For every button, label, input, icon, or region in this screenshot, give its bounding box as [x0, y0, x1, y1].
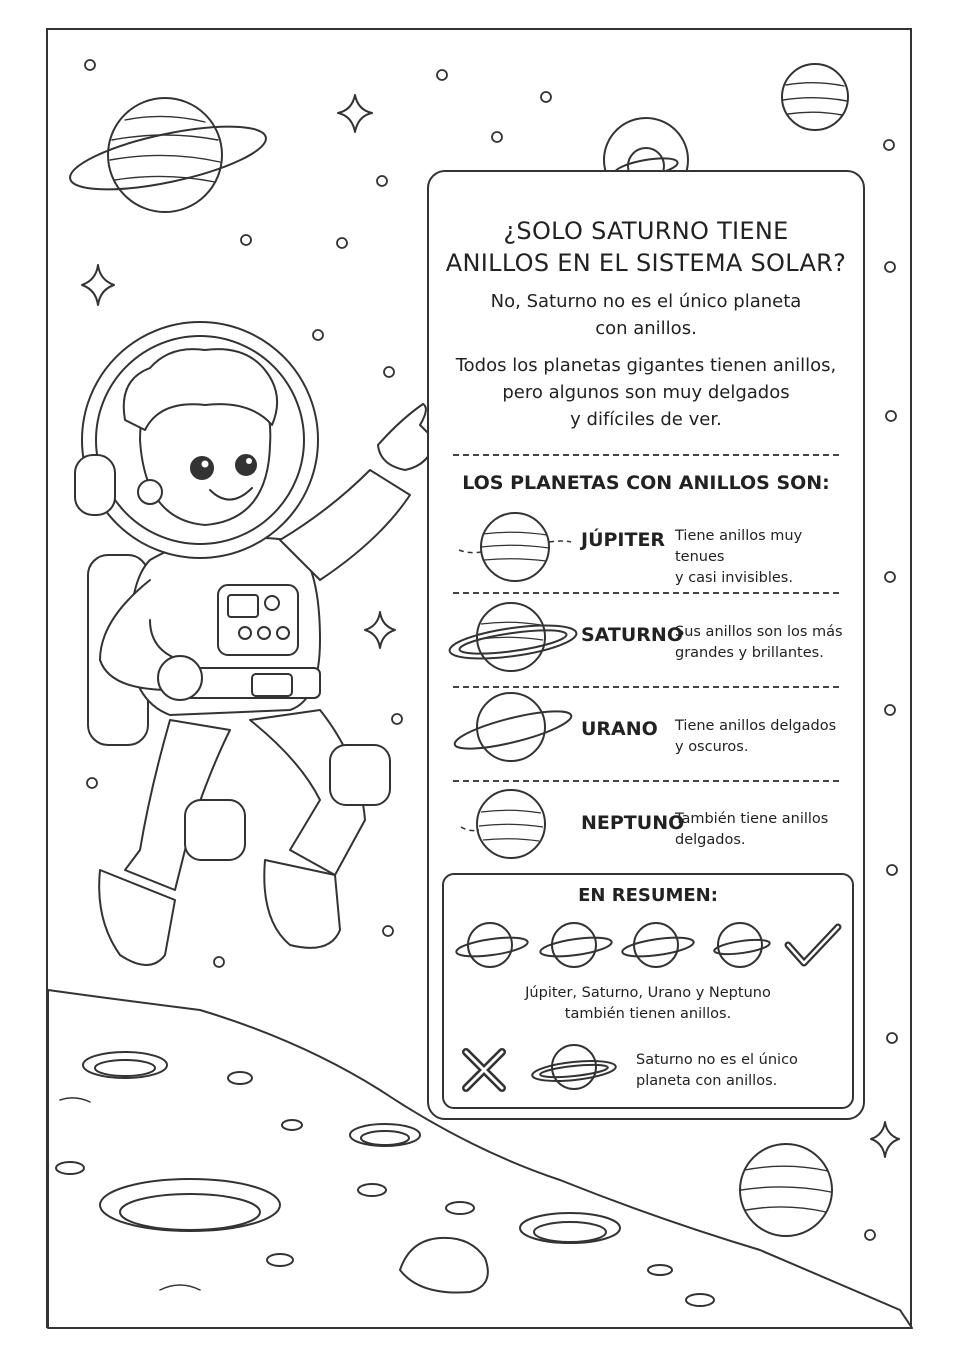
planet-desc-line-1: Sus anillos son los más [675, 624, 843, 640]
saturn-icon [448, 603, 579, 671]
list-heading: LOS PLANETAS CON ANILLOS SON: [462, 472, 830, 494]
neptune-icon [461, 790, 545, 858]
summary-note-line-1: Saturno no es el único [636, 1052, 798, 1068]
summary-line-1: Júpiter, Saturno, Urano y Neptuno [525, 985, 771, 1001]
summary-line-2: también tienen anillos. [564, 1006, 732, 1022]
planet-name-uranus: URANO [581, 718, 658, 740]
checkmark-icon [788, 927, 838, 963]
info-card [427, 170, 865, 1120]
planet-desc-neptune [675, 809, 855, 851]
planet-name-neptune: NEPTUNO [581, 812, 685, 834]
planet-desc-line-2: grandes y brillantes. [675, 645, 824, 661]
planet-desc-line-1: También tiene anillos [675, 811, 829, 827]
divider [453, 686, 839, 688]
planet-desc-saturn [675, 622, 855, 664]
detail-line-1: Todos los planetas gigantes tienen anillos, [455, 355, 837, 376]
divider [453, 780, 839, 782]
planet-icon [740, 1144, 832, 1236]
card-title-line-1: ¿SOLO SATURNO TIENE [503, 217, 789, 245]
planet-name-saturn: SATURNO [581, 624, 683, 646]
saturn-icon [531, 1045, 616, 1089]
summary-note-line-2: planeta con anillos. [636, 1073, 778, 1089]
planet-icon [455, 923, 529, 967]
uranus-icon [452, 693, 574, 761]
summary-planets [444, 915, 856, 985]
planet-desc-line-2: y oscuros. [675, 739, 749, 755]
summary-box [442, 873, 854, 1109]
planet-desc-line-1: Tiene anillos muy tenues [675, 528, 803, 565]
planet-icon [713, 923, 770, 967]
planet-icon [539, 923, 613, 967]
answer-line-2: con anillos. [595, 318, 697, 339]
divider [453, 454, 839, 456]
cross-icon [466, 1052, 502, 1088]
saturn-icon [65, 84, 271, 212]
detail-line-3: y difíciles de ver. [570, 409, 722, 430]
planet-name-jupiter: JÚPITER [581, 529, 666, 551]
planet-icon [621, 923, 695, 967]
planet-desc-line-2: delgados. [675, 832, 746, 848]
jupiter-icon [459, 513, 571, 581]
answer-line-1: No, Saturno no es el único planeta [490, 291, 802, 312]
planet-desc-line-1: Tiene anillos delgados [675, 718, 837, 734]
summary-bottom-icons [444, 1040, 634, 1100]
detail-line-2: pero algunos son muy delgados [502, 382, 790, 403]
planet-desc-uranus [675, 716, 855, 758]
planet-icon [782, 64, 848, 130]
summary-title: EN RESUMEN: [578, 885, 718, 906]
divider [453, 592, 839, 594]
planet-desc-jupiter [675, 526, 855, 589]
card-title-line-2: ANILLOS EN EL SISTEMA SOLAR? [445, 249, 847, 277]
planet-desc-line-2: y casi invisibles. [675, 570, 793, 586]
